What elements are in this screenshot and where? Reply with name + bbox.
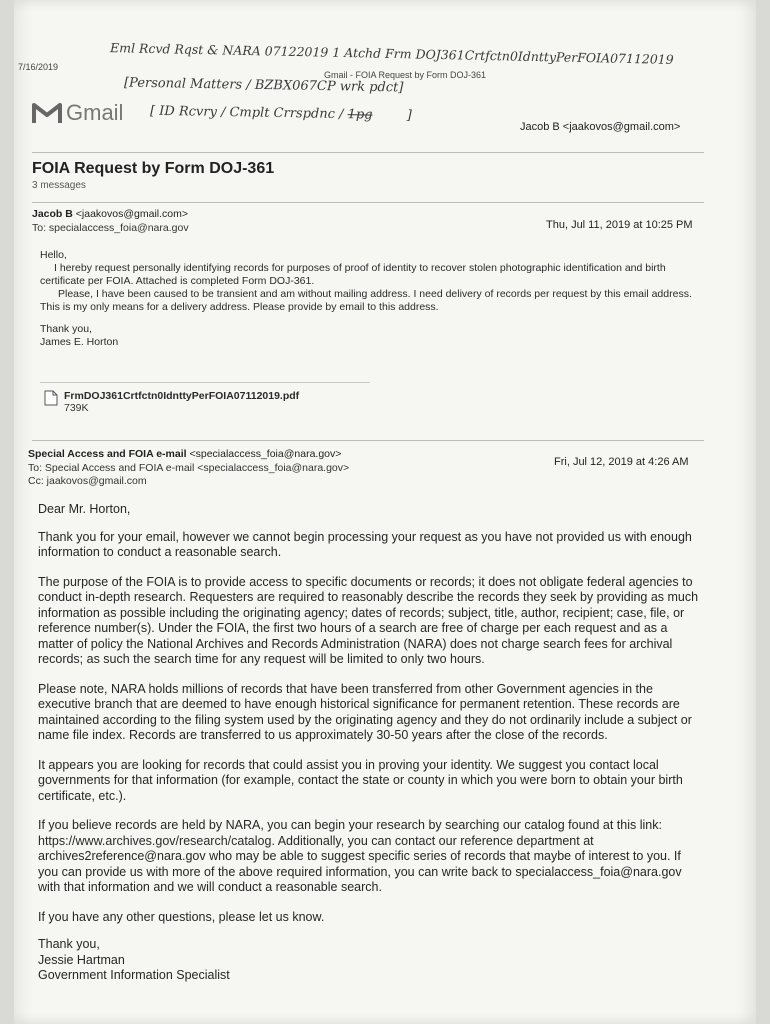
gmail-m-icon xyxy=(32,102,62,124)
message1-paragraph: I hereby request personally identifying records for purposes of proof of identity to recover stolen photographic identification and birth certificate per FOIA. Attached is completed Form DOJ-361. xyxy=(40,262,666,287)
divider xyxy=(32,202,704,203)
message2-recipient: To: Special Access and FOIA e-mail <specialaccess_foia@nara.gov> xyxy=(28,462,350,474)
message2-date: Fri, Jul 12, 2019 at 4:26 AM xyxy=(554,456,689,468)
attachment[interactable] xyxy=(44,390,299,414)
message1-recipient: To: specialaccess_foia@nara.gov xyxy=(32,222,189,234)
divider xyxy=(32,440,704,441)
message2-signature-title: Government Information Specialist xyxy=(38,968,230,982)
message2-signature-name: Jessie Hartman xyxy=(38,952,125,967)
message2-greeting: Dear Mr. Horton, xyxy=(38,502,131,516)
account-label: Jacob B <jaakovos@gmail.com> xyxy=(520,121,681,133)
message2-body xyxy=(38,502,700,984)
attachment-divider xyxy=(40,382,370,383)
message1-signature: James E. Horton xyxy=(40,336,119,348)
message2-sender: Special Access and FOIA e-mail <specialaccess_foia@nara.gov> xyxy=(28,448,342,460)
message1-sender: Jacob B <jaakovos@gmail.com> xyxy=(32,208,188,220)
message2-paragraph: It appears you are looking for records that could assist you in proving your identity. We suggest you contact local governments for that information (for example, contact the state or county in which you were born to obtain your birth certificate, etc.). xyxy=(38,757,683,803)
gmail-logo xyxy=(32,100,123,126)
message2-signoff: Thank you, xyxy=(38,937,100,951)
gmail-wordmark: Gmail xyxy=(66,100,124,125)
message1-body xyxy=(40,249,702,349)
thread-subject: FOIA Request by Form DOJ-361 xyxy=(32,160,275,177)
message2-paragraph: If you have any other questions, please let us know. xyxy=(38,909,325,924)
attachment-size: 739K xyxy=(64,402,89,414)
divider xyxy=(32,152,704,153)
message1-signoff: Thank you, xyxy=(40,323,92,335)
message1-greeting: Hello, xyxy=(40,249,67,261)
message1-date: Thu, Jul 11, 2019 at 10:25 PM xyxy=(546,219,693,231)
attachment-filename[interactable]: FrmDOJ361Crtfctn0IdnttyPerFOIA07112019.pdf xyxy=(64,390,300,402)
message-count: 3 messages xyxy=(32,180,86,191)
handwritten-note-line1: Eml Rcvd Rqst & NARA 07122019 1 Atchd Frm DOJ361Crtfctn0IdnttyPerFOIA07112019 xyxy=(109,40,674,67)
pdf-file-icon xyxy=(44,390,58,406)
handwritten-note-line2: [Personal Matters / BZBX067CP wrk pdct] xyxy=(123,75,404,96)
handwritten-struck-text: 1pg xyxy=(347,107,373,123)
catalog-link[interactable]: https://www.archives.gov/research/catalog xyxy=(38,833,272,848)
message2-paragraph: Thank you for your email, however we cannot begin processing your request as you have not provided us with enough information to conduct a reasonable search. xyxy=(38,529,692,559)
message2-cc: Cc: jaakovos@gmail.com xyxy=(28,475,147,487)
message2-paragraph: The purpose of the FOIA is to provide access to specific documents or records; it does not obligate federal agencies to conduct in-depth research. Requesters are required to reasonably describe the records they seek by providing as much information as possible including the originating agency; dates of records; subject, title, author, recipient; case, file, or reference number(s). Under the FOIA, the first two hours of a search are free of charge per each request and as a matter of policy the National Archives and Records Administration (NARA) does not charge search fees for archival records; as such the search time for any request will be limited to only two hours. xyxy=(38,574,699,666)
message1-paragraph: Please, I have been caused to be transient and am without mailing address. I need delivery of records per request by this email address. This is my only means for a delivery address. Please provide by email to this address. xyxy=(40,288,692,313)
printed-page xyxy=(14,0,756,1024)
message2-paragraph: Please note, NARA holds millions of records that have been transferred from other Government agencies in the executive branch that are deemed to have enough historical significance for permanent retention. These records are maintained according to the filing system used by the originating agency and they do not ordinarily include a subject or name file index. Records are transferred to us approximately 30-50 years after the close of the records. xyxy=(38,681,692,742)
print-title: Gmail - FOIA Request by Form DOJ-361 xyxy=(324,70,487,80)
message2-paragraph: If you believe records are held by NARA, you can begin your research by searching our catalog found at this link: https://www.archives.gov/research/catalog. Additionally, you can contact our reference department at archives2reference@nara.gov who may be able to suggest specific series of records that maybe of interest to you. If you can provide us with more of the above required information, you can write back to specialaccess_foia@nara.gov with that information and we will conduct a reasonable search. xyxy=(38,818,682,894)
print-date: 7/16/2019 xyxy=(18,62,59,72)
handwritten-note-line3: [ ID Rcvry / Cmplt Crrspdnc / 1pg ] xyxy=(149,103,412,124)
